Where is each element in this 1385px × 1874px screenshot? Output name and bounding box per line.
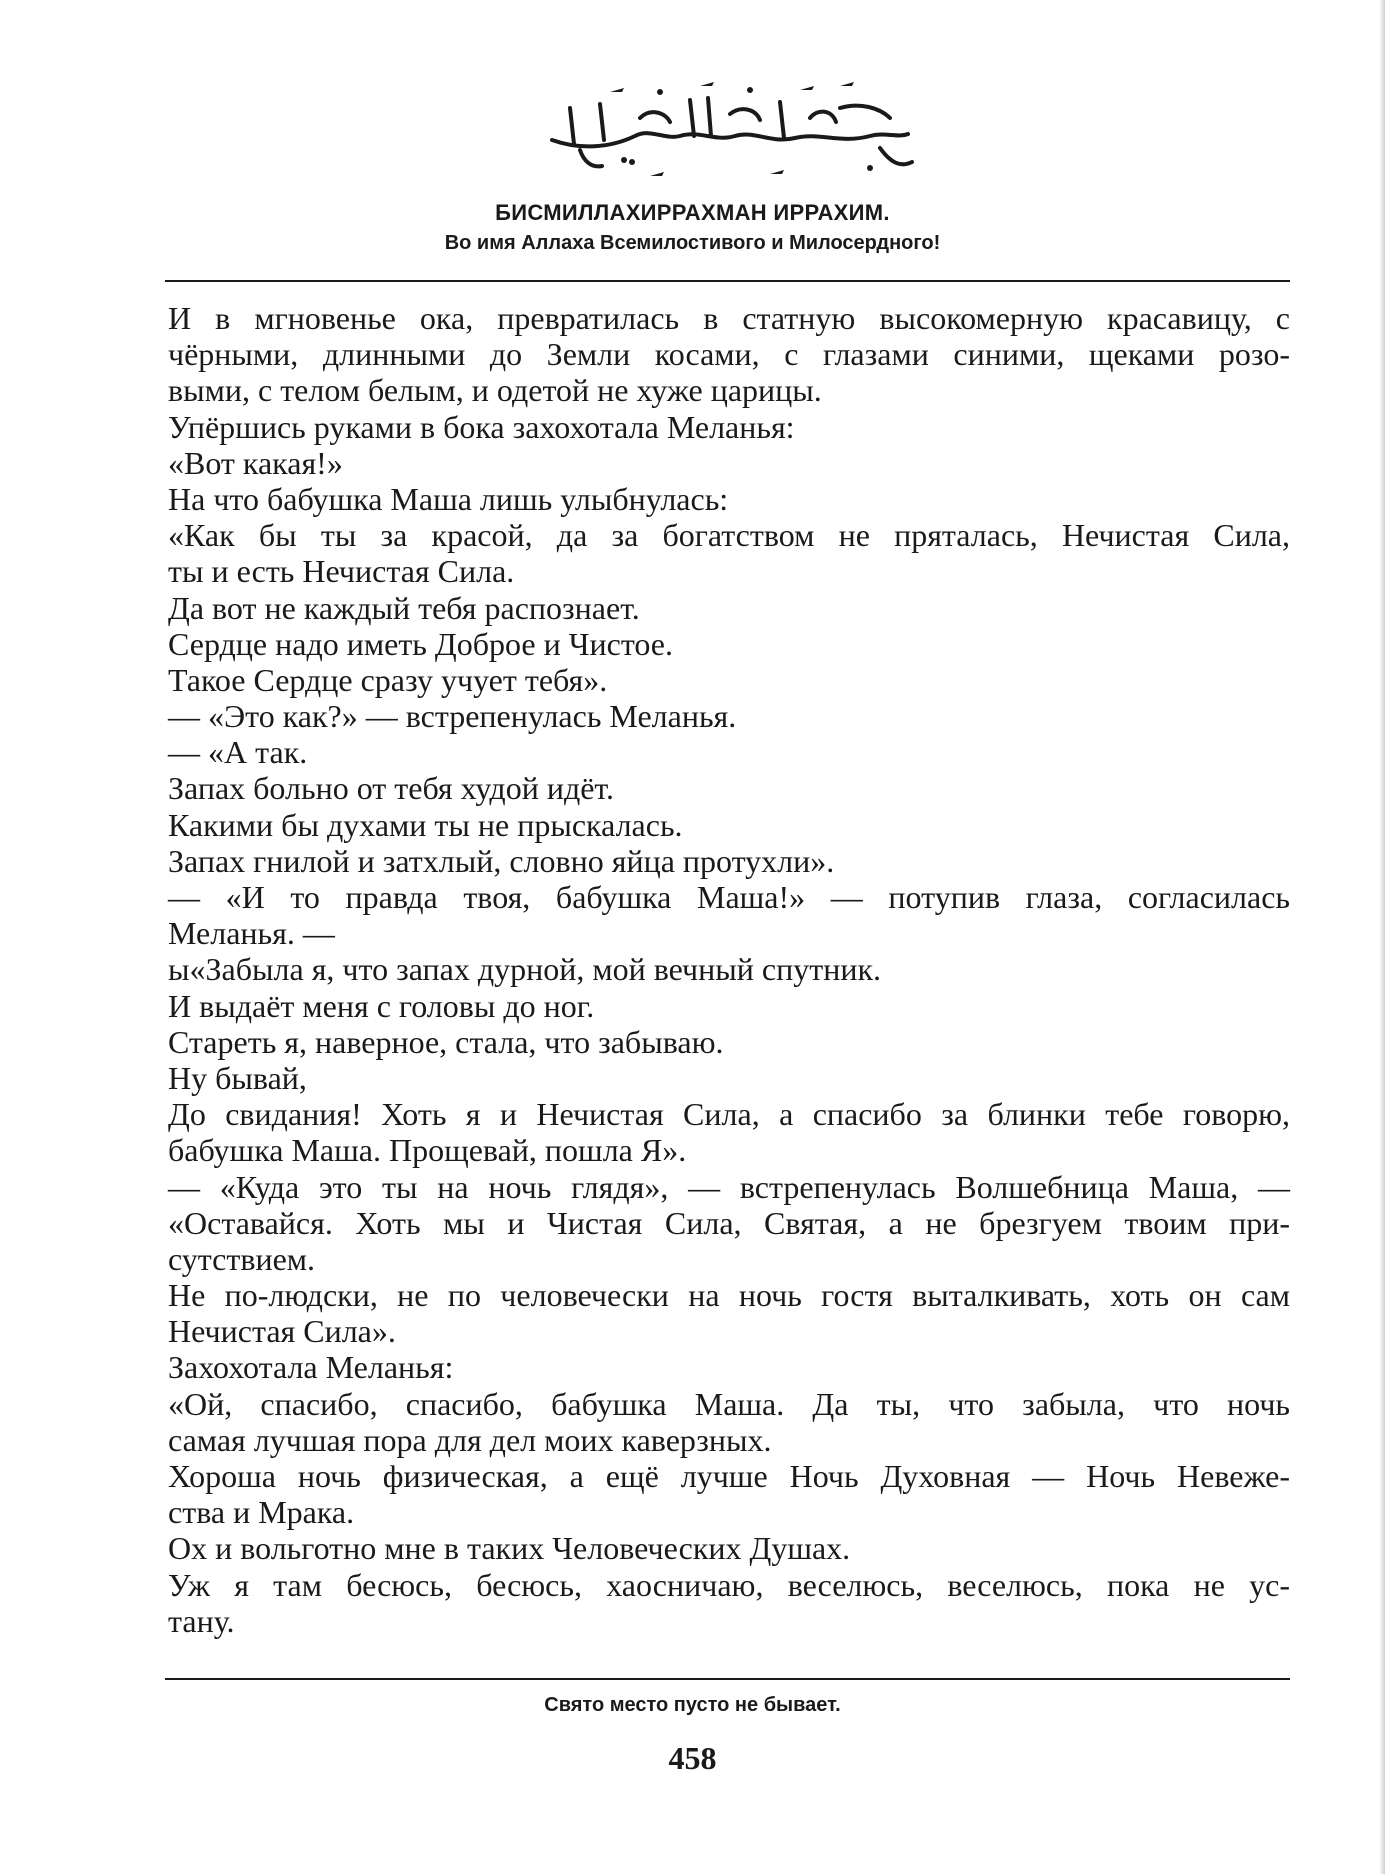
- text-line: ства и Мрака.: [168, 1494, 355, 1531]
- text-line: Ну бывай,: [168, 1059, 307, 1096]
- text-line: выми, с телом белым, и одетой не хуже царицы.: [168, 372, 822, 409]
- text-line: Какими бы духами ты не прыскалась.: [168, 806, 683, 843]
- text-line: Такое Сердце сразу учует тебя».: [168, 661, 608, 698]
- text-line: На что бабушка Маша лишь улыбнулась:: [168, 480, 729, 517]
- page-edge-shadow: [1379, 0, 1385, 1874]
- footer-divider: [165, 1678, 1290, 1680]
- text-line: — «Куда это ты на ночь глядя», — встрепенулась Волшебница Маша, —: [168, 1168, 1290, 1205]
- text-line: тану.: [168, 1602, 235, 1639]
- text-line: Сердце надо иметь Доброе и Чистое.: [168, 625, 673, 662]
- text-line: Уж я там бесюсь, бесюсь, хаосничаю, веселюсь, веселюсь, пока не ус-: [168, 1566, 1290, 1603]
- text-line: — «Это как?» — встрепенулась Меланья.: [168, 698, 737, 735]
- text-line: Хороша ночь физическая, а ещё лучше Ночь Духовная — Ночь Невеже-: [168, 1458, 1290, 1494]
- page-number: 458: [668, 1740, 717, 1776]
- text-line: сутствием.: [168, 1240, 316, 1277]
- text-line: Захохотала Меланья:: [168, 1349, 454, 1386]
- calligraphy-image: [540, 78, 920, 188]
- text-line: «Как бы ты за красой, да за богатством не пряталась, Нечистая Сила,: [168, 517, 1290, 554]
- text-line: Нечистая Сила».: [168, 1313, 396, 1350]
- text-line: Да вот не каждый тебя распознает.: [168, 589, 640, 626]
- text-line: «Оставайся. Хоть мы и Чистая Сила, Святая, а не брезгуем твоим при-: [168, 1204, 1290, 1241]
- text-line: Меланья. —: [168, 915, 335, 952]
- text-line: — «А так.: [168, 734, 308, 771]
- text-line: И выдаёт меня с головы до ног.: [168, 987, 595, 1024]
- text-line: Ох и вольготно мне в таких Человеческих Душах.: [168, 1530, 851, 1567]
- text-line: ты и есть Нечистая Сила.: [168, 553, 515, 590]
- text-line: И в мгновенье ока, превратилась в статную высокомерную красавицу, с: [168, 300, 1290, 336]
- text-line: самая лучшая пора для дел моих каверзных.: [168, 1421, 772, 1458]
- text-line: «Ой, спасибо, спасибо, бабушка Маша. Да ты, что забыла, что ночь: [168, 1385, 1290, 1422]
- text-line: Не по-людски, не по человечески на ночь гостя выталкивать, хоть он сам: [168, 1277, 1290, 1314]
- footer-motto: Свято место пусто не бывает.: [544, 1694, 841, 1716]
- text-line: ы«Забыла я, что запах дурной, мой вечный спутник.: [168, 951, 881, 988]
- header-subtitle: Во имя Аллаха Всемилостивого и Милосердного!: [444, 232, 941, 254]
- text-line: Стареть я, наверное, стала, что забываю.: [168, 1023, 724, 1060]
- text-line: До свидания! Хоть я и Нечистая Сила, а спасибо за блинки тебе говорю,: [168, 1096, 1290, 1133]
- text-line: Запах гнилой и затхлый, словно яйца протухли».: [168, 842, 835, 879]
- text-line: Запах больно от тебя худой идёт.: [168, 770, 614, 807]
- text-line: бабушка Маша. Прощевай, пошла Я».: [168, 1132, 687, 1169]
- text-line: «Вот какая!»: [168, 444, 343, 481]
- basmala-calligraphy: [540, 78, 920, 188]
- text-line: чёрными, длинными до Земли косами, с глазами синими, щеками розо-: [168, 336, 1290, 373]
- header-divider: [165, 280, 1290, 282]
- body-text: [168, 300, 1290, 1639]
- text-line: Упёршись руками в бока захохотала Меланья:: [168, 408, 795, 445]
- text-line: — «И то правда твоя, бабушка Маша!» — потупив глаза, согласилась: [168, 879, 1290, 915]
- header-title: БИСМИЛЛАХИРРАХМАН ИРРАХИМ.: [495, 200, 890, 225]
